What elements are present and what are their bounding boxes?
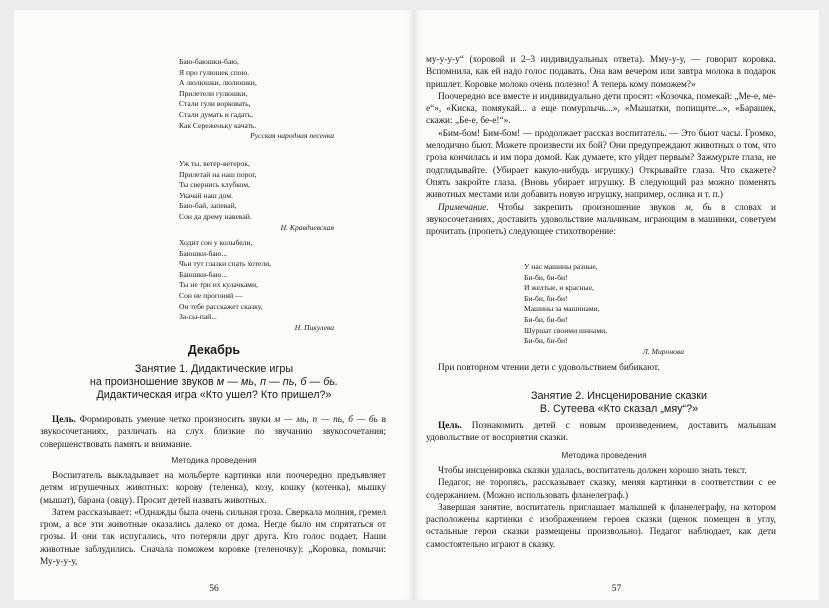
- lesson-2-title-line: Занятие 2. Инсценирование сказки: [530, 390, 708, 402]
- poem-line: За-сы-пай...: [179, 312, 217, 322]
- lesson-2-title-line: В. Сутеева «Кто сказал „мяу“?»: [539, 403, 699, 415]
- lesson-1-goal: [40, 414, 386, 451]
- paragraph: Педагог, не торопясь, рассказывает сказку, меняя картинки в соответствии с ее содержанием. (Можно использовать фланелеграф.): [426, 478, 776, 501]
- poem-author: Русская народная песенка: [250, 131, 334, 141]
- poem-line: Баюшки-баю...: [179, 269, 228, 279]
- method-heading: Методика проведения: [561, 450, 647, 460]
- goal-text: в звукосочетаниях, различать на слух близкие по звучанию звукосочетания; совершенствовать память и внимание.: [40, 415, 387, 450]
- poem-line: Баюшки-баю...: [179, 248, 228, 258]
- lesson-2-goal: [426, 420, 776, 445]
- lesson-1-sounds: м — мь, п — пь, б — бь.: [216, 376, 339, 388]
- paragraph: При повторном чтении дети с удовольствием бибикают.: [438, 363, 660, 373]
- lesson-1-title-line: [54, 376, 374, 389]
- poem-author: Н. Кравдиевская: [280, 222, 334, 232]
- lullaby-poem-3: [179, 238, 334, 333]
- poem-line: Сон да дрему навевай.: [179, 211, 252, 221]
- poem-line: Укачай наш дом.: [179, 190, 233, 200]
- lullaby-poem-1: [179, 57, 334, 142]
- note-label: Примечание.: [438, 202, 489, 213]
- poem-line: Баю-баюшки-баю,: [179, 57, 239, 66]
- poem-line: Шуршат своими шинами,: [524, 325, 608, 335]
- note-text: в словах и звукосочетаниях, доставить удовольствие мальчикам, играющим в машинки, советуем прочитать (пропеть) следующее стихотворение:: [426, 202, 776, 238]
- page-number: 57: [611, 584, 622, 594]
- poem-line: Прилетели гулюшки,: [179, 88, 248, 98]
- poem-line: Прилетай на наш порог,: [179, 169, 257, 179]
- lesson-1-title-text: на произношение звуков: [89, 376, 217, 388]
- poem-line: Как Сереженьку качать.: [179, 120, 257, 130]
- car-poem: [524, 262, 684, 357]
- poem-line: Машины за машинами,: [524, 304, 600, 314]
- poem-line: Ты не три их кулачками,: [179, 280, 258, 290]
- paragraph: му-у-у-у“ (хоровой и 2–3 индивидуальных ответа). Мму-у-у, — говорит коровка. Вспомнила, как ей надо голос подавать. Она вам вечером или завтра молока в подарок пришлет. Коровке молоко очень полезно! А теперь кому поможем?»: [426, 55, 776, 90]
- paragraph: «Бим-бом! Бим-бом! — продолжает рассказ воспитатель. — Это бьют часы. Громко, мелодично бьют. Можете произвести их бой? Они предупреждают животных о том, что гроза кончилась и им пора домой. Как думаете, кто уйдет первым? Зажмурьте глаза, не подглядывайте. (Убирает какую-нибудь игрушку.) Открывайте глаза. Что скажете? Опять закройте глаза. (Вновь убирает игрушку. В следующий раз можно поменять животных местами или добавить новую игрушку, например, ослика и т. п.): [426, 128, 776, 201]
- paragraph: Чтобы инсценировка сказки удалась, воспитатель должен хорошо знать текст.: [438, 466, 747, 476]
- lesson-1-title: [54, 363, 374, 402]
- poem-line: Стали думать и гадать,: [179, 109, 253, 119]
- poem-line: Баю-бай, запевай,: [179, 201, 237, 211]
- poem-line: Би-би, би-би!: [524, 272, 568, 282]
- section-month-heading: Декабрь: [187, 343, 241, 357]
- lesson-1-title-line: Дидактическая игра «Кто ушел? Кто пришел?»: [96, 389, 332, 401]
- after-poem-text: [426, 362, 776, 374]
- note-sounds: м, бь: [684, 202, 712, 213]
- poem-line: Сон не прогоняй —: [179, 290, 243, 300]
- goal-text: Познакомить детей с новым произведением, доставить малышам удовольствие от восприятия сказки.: [426, 421, 776, 444]
- poem-line: Би-би, би-би!: [524, 336, 568, 346]
- right-page: [414, 10, 819, 600]
- poem-line: И желтые, и красные,: [524, 283, 594, 293]
- poem-line: Ходит сон у колыбели,: [179, 238, 253, 247]
- page-number: 56: [209, 584, 219, 594]
- paragraph: Воспитатель выкладывает на мольберте картинки или поочередно предъявляет детям игрушечных животных: корову (теленка), козу, кошку (котенка), мышку (мышат), барана (овцу). Просит детей назвать животных.: [40, 471, 386, 506]
- poem-author: Н. Пикулева: [294, 322, 334, 332]
- paragraph: Завершая занятие, воспитатель приглашает малышей к фланелеграфу, на котором расположены картинки с изображением героев сказки (щенок помещен в углу, остальные герои сказки размещены произвольно). Педагог наблюдает, как дети самостоятельно играют в сказку.: [426, 502, 776, 550]
- goal-label: Цель.: [52, 415, 76, 425]
- paragraph: Затем рассказывает: «Однажды была очень сильная гроза. Сверкала молния, гремел гром, а все эти животные оказались далеко от дома. Негде было им спрятаться от грозы. И они так испугались, что потеряли друг друга. Кто голос подает. Наши животные заблудились. Сначала поможем коровке (теленочку): „Коровка, помычи: Му-у-у-у,: [40, 507, 386, 568]
- lesson-2-body: [426, 465, 776, 551]
- poem-line: Ты свернись клубком,: [179, 180, 250, 190]
- goal-sounds: м — мь, п — пь, б — бь: [274, 415, 378, 425]
- lesson-1-title-line: Занятие 1. Дидактические игры: [134, 363, 294, 375]
- poem-author: Л. Миронова: [642, 346, 684, 356]
- poem-line: У нас машины разные,: [524, 262, 598, 271]
- left-page: [14, 10, 414, 600]
- paragraph: Поочередно все вместе и индивидуально дети просят: «Козочка, помекай: „Ме-е, ме-е“», «Киска, помяукай... а еще помурлычь...», «Мышатки, попищите...», «Барашек, скажи: „Бе-е, бе-е!“».: [426, 91, 776, 127]
- lesson-1-body: [40, 470, 386, 568]
- lesson-1-continuation: [426, 54, 776, 238]
- method-heading: Методика проведения: [171, 455, 257, 465]
- poem-line: Он тебе расскажет сказку,: [179, 301, 263, 311]
- lesson-2-title: [454, 390, 784, 416]
- poem-line: Уж ты, ветер-ветерок,: [179, 159, 250, 168]
- poem-line: Стали гули ворковать,: [179, 99, 251, 109]
- poem-line: Я про гулюшек спою.: [179, 67, 250, 77]
- poem-line: Чьи тут глазки спать хотели,: [179, 259, 272, 269]
- note-text: Чтобы закрепить произношение звуков: [488, 202, 685, 213]
- goal-text: Формировать умение четко произносить звуки: [75, 415, 275, 425]
- poem-line: Би-би, би-би!: [524, 314, 568, 324]
- poem-line: Би-би, би-би!: [524, 293, 568, 303]
- goal-label: Цель.: [438, 421, 462, 431]
- lullaby-poem-2: [179, 159, 334, 233]
- poem-line: А люлюшки, люлюшки,: [179, 78, 257, 88]
